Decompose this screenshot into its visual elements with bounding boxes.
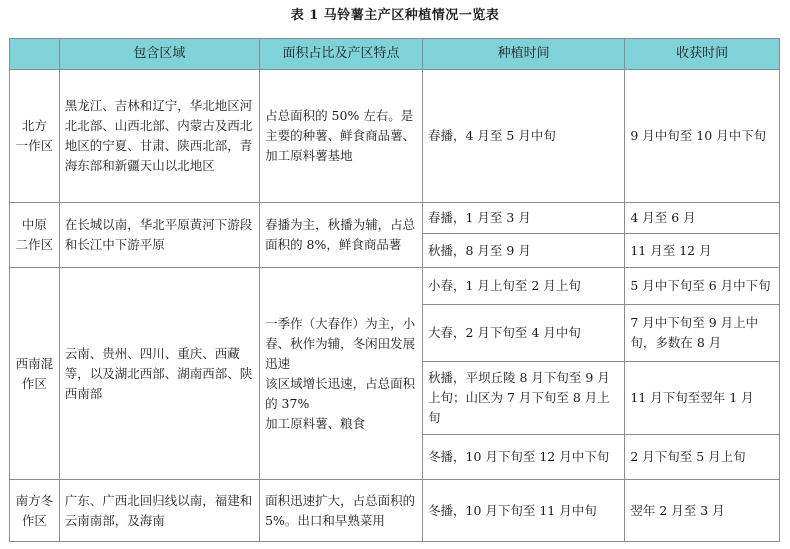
plant-time-cell: 秋播，8 月至 9 月 (423, 234, 625, 268)
areas-cell: 黑龙江、吉林和辽宁，华北地区河北北部、山西北部、内蒙古及西北地区的宁夏、甘肃、陕西北部，青海东部和新疆天山以北地区 (59, 70, 259, 203)
region-name: 南方冬 作区 (10, 480, 60, 542)
header-features: 面积占比及产区特点 (260, 39, 423, 70)
table-row (10, 70, 780, 203)
table-row (10, 480, 780, 542)
region-name: 中原 二作区 (10, 203, 60, 268)
region-name: 北方 一作区 (10, 70, 60, 203)
header-plant-time: 种植时间 (423, 39, 625, 70)
harvest-time-cell: 7 月中下旬至 9 月上中旬，多数在 8 月 (625, 305, 780, 362)
harvest-time-cell: 5 月中下旬至 6 月中下旬 (625, 268, 780, 305)
harvest-time-cell: 11 月下旬至翌年 1 月 (625, 362, 780, 435)
header-areas: 包含区域 (59, 39, 259, 70)
table-row (10, 268, 780, 305)
header-row (10, 39, 780, 70)
plant-time-cell: 春播，1 月至 3 月 (423, 203, 625, 234)
header-region (10, 39, 60, 70)
plant-time-cell: 大春，2 月下旬至 4 月中旬 (423, 305, 625, 362)
plant-time-cell: 冬播，10 月下旬至 12 月中下旬 (423, 435, 625, 480)
areas-cell: 广东、广西北回归线以南，福建和云南南部，及海南 (59, 480, 259, 542)
table-row (10, 203, 780, 234)
harvest-time-cell: 11 月至 12 月 (625, 234, 780, 268)
areas-cell: 在长城以南，华北平原黄河下游段和长江中下游平原 (59, 203, 259, 268)
harvest-time-cell: 9 月中旬至 10 月中下旬 (625, 70, 780, 203)
header-harvest-time: 收获时间 (625, 39, 780, 70)
plant-time-cell: 小春，1 月上旬至 2 月上旬 (423, 268, 625, 305)
harvest-time-cell: 4 月至 6 月 (625, 203, 780, 234)
plant-time-cell: 秋播，平坝丘陵 8 月下旬至 9 月上旬；山区为 7 月下旬至 8 月上旬 (423, 362, 625, 435)
features-cell: 占总面积的 50% 左右。是主要的种薯、鲜食商品薯、加工原料薯基地 (260, 70, 423, 203)
region-name: 西南混 作区 (10, 268, 60, 480)
plant-time-cell: 冬播，10 月下旬至 11 月中旬 (423, 480, 625, 542)
areas-cell: 云南、贵州、四川、重庆、西藏等，以及湖北西部、湖南西部、陕西南部 (59, 268, 259, 480)
harvest-time-cell: 翌年 2 月至 3 月 (625, 480, 780, 542)
table-caption: 表 1 马铃薯主产区种植情况一览表 (290, 8, 500, 23)
planting-table (9, 38, 780, 542)
plant-time-cell: 春播，4 月至 5 月中旬 (423, 70, 625, 203)
features-cell: 一季作（大春作）为主，小春、秋作为辅，冬闲田发展迅速 该区域增长迅速，占总面积的 37% 加工原料薯、粮食 (260, 268, 423, 480)
features-cell: 面积迅速扩大，占总面积的 5%。出口和早熟菜用 (260, 480, 423, 542)
harvest-time-cell: 2 月下旬至 5 月上旬 (625, 435, 780, 480)
features-cell: 春播为主，秋播为辅，占总面积的 8%，鲜食商品薯 (260, 203, 423, 268)
